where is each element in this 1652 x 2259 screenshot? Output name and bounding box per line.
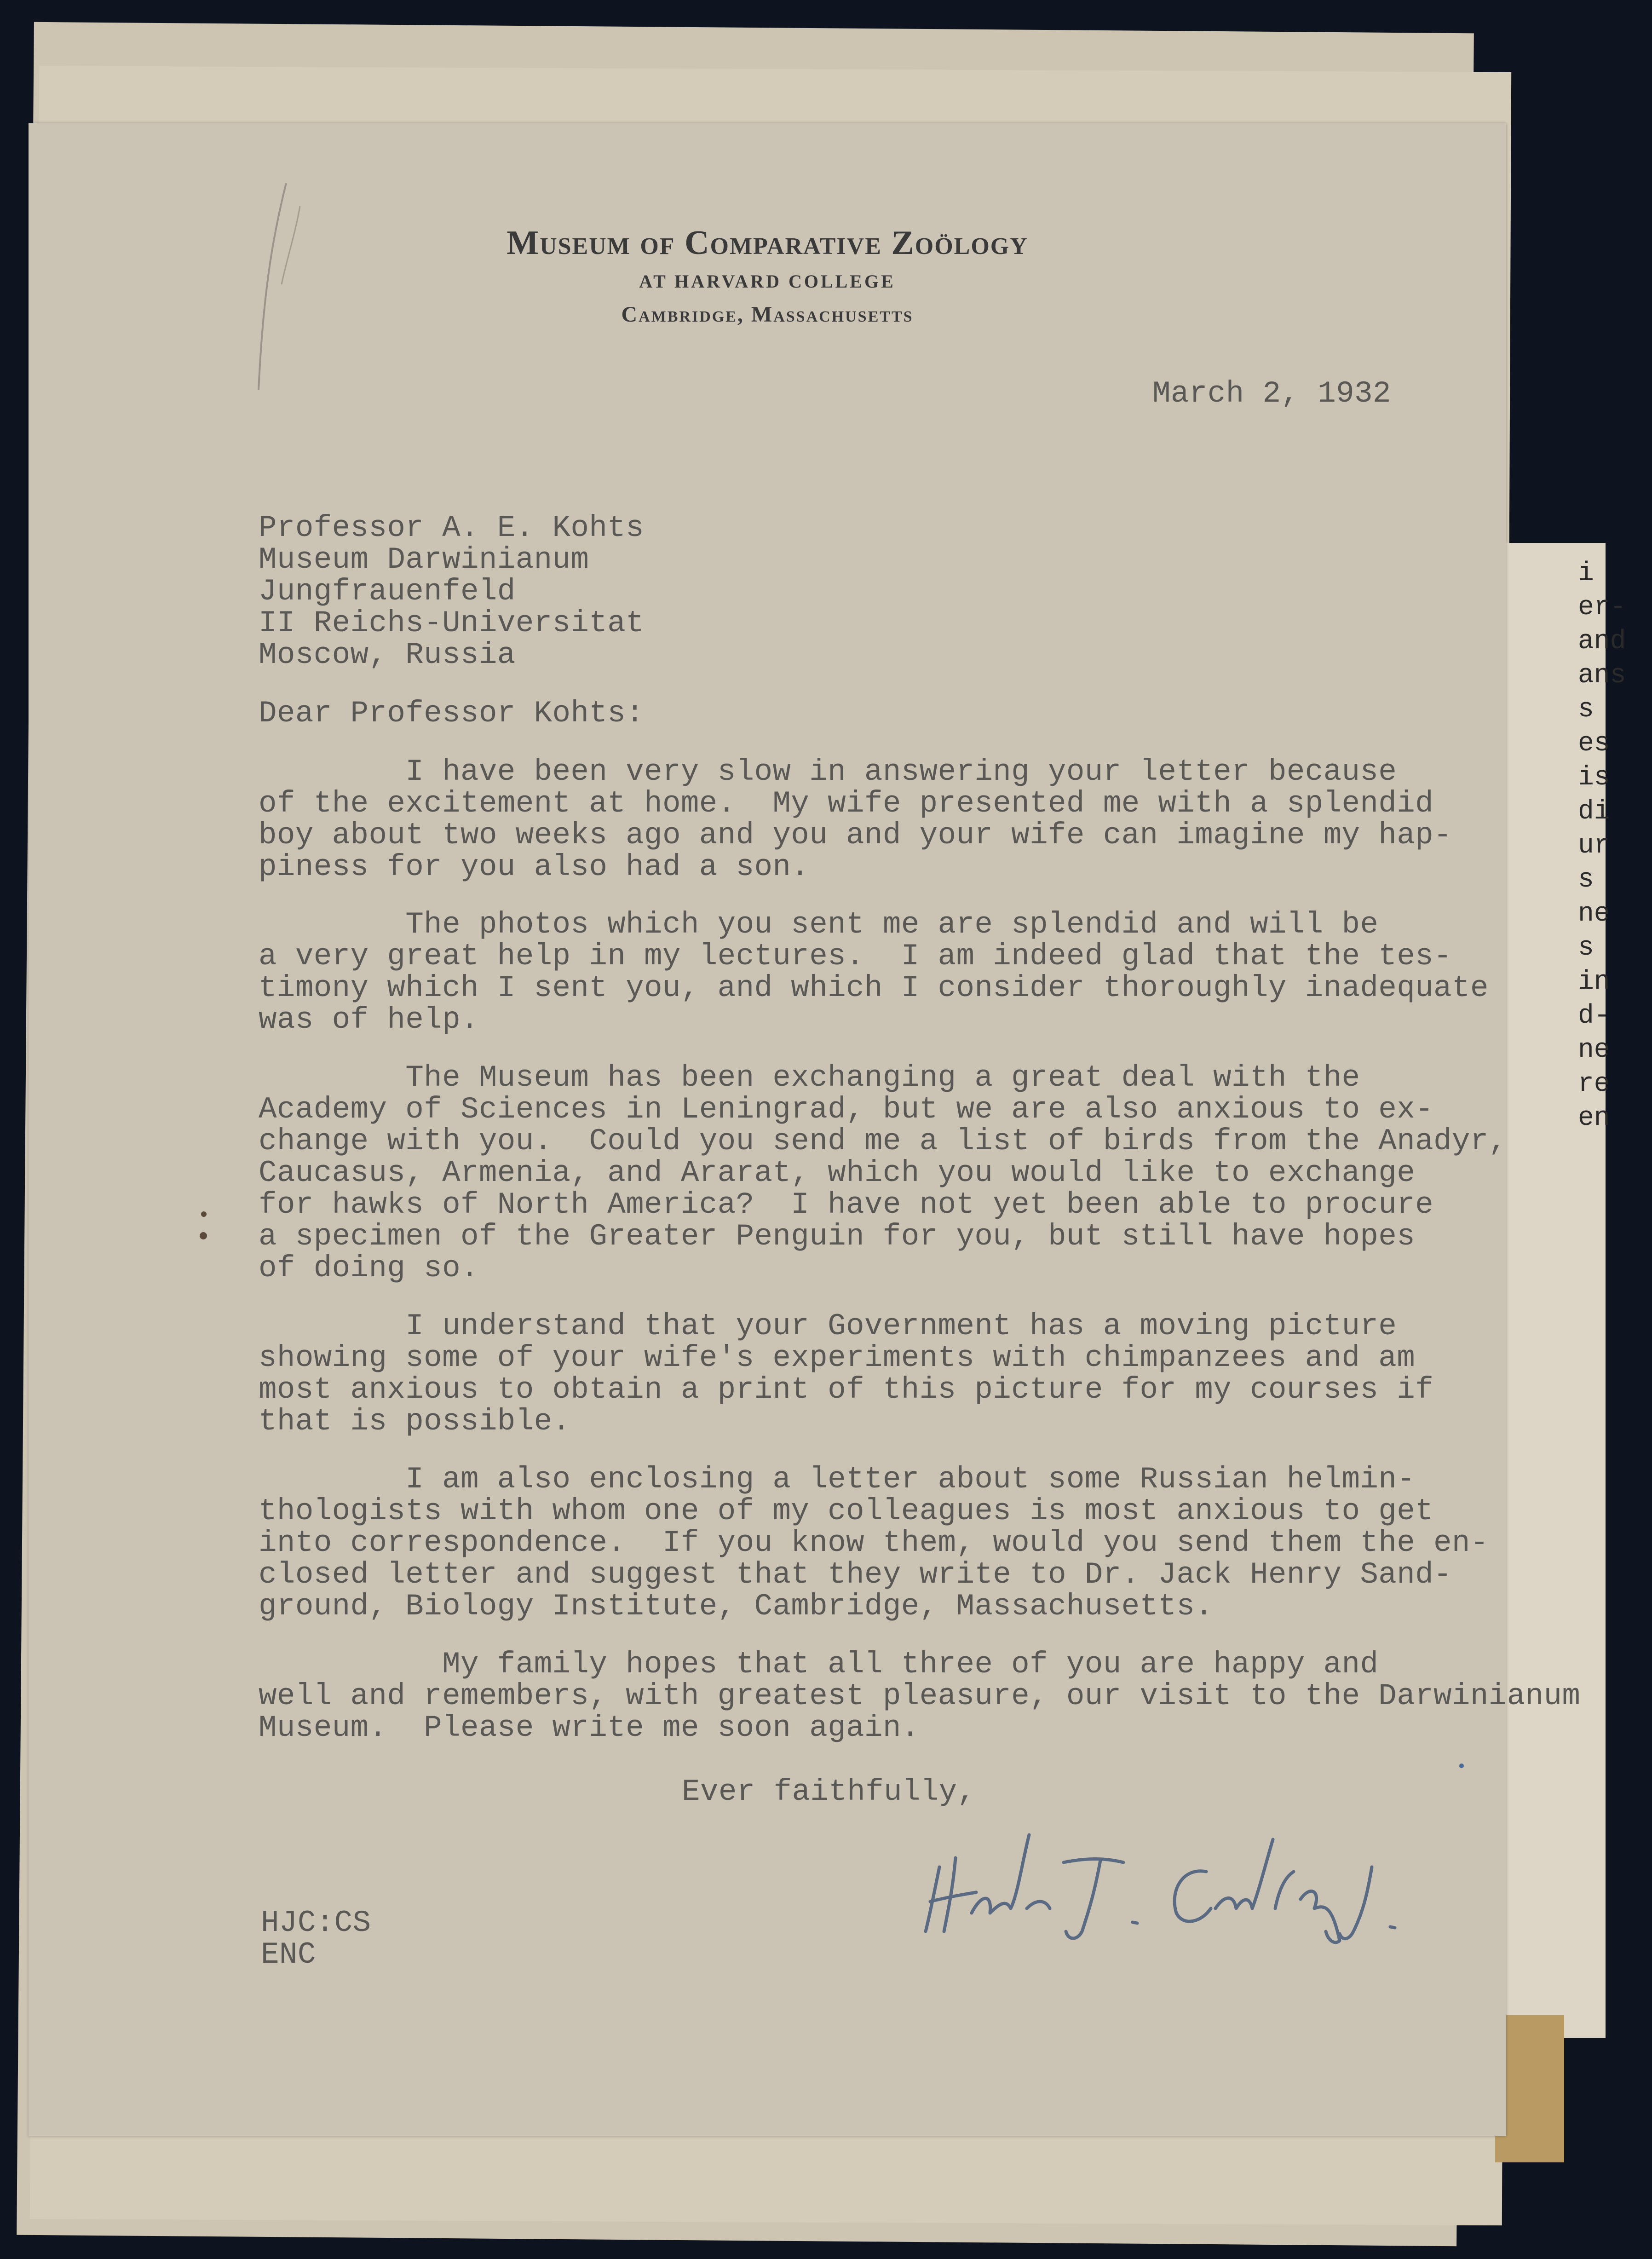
letterhead-location: Cambridge, Massachusetts — [621, 302, 914, 327]
recipient-address — [259, 512, 644, 671]
paragraph: I have been very slow in answering your letter because of the excitement at home. My wife presented me with a splendid boy about two weeks ago and you and your wife can imagine my hap- piness for you also had a son. — [259, 755, 1452, 884]
paragraph: The photos which you sent me are splendid and will be a very great help in my lectures. I am indeed glad that the tes- timony which I sent you, and which I consider thoroughly inadequate was of help. — [259, 907, 1489, 1037]
letter-date: March 2, 1932 — [1152, 376, 1391, 411]
letterhead-subtitle: AT HARVARD COLLEGE — [639, 271, 896, 292]
paragraph: The Museum has been exchanging a great deal with the Academy of Sciences in Leningrad, but we are also anxious to ex- change with you. Could you send me a list of birds from the Anadyr, Caucasus, Armenia, and Ararat, which you would like to exchange for hawks of North America? I have not yet been able to procure a specimen of the Greater Penguin for you, but still have hopes of doing so. — [259, 1060, 1507, 1285]
address-line: Jungfrauenfeld — [259, 574, 516, 609]
letterhead-title: Museum of Comparative Zoölogy — [507, 224, 1028, 262]
address-line: II Reichs-Universitat — [259, 606, 645, 640]
ink-spot — [1459, 1763, 1464, 1768]
ink-spot — [200, 1232, 207, 1239]
typist-initials: HJC:CS ENC — [261, 1906, 371, 1972]
letter-page — [29, 123, 1581, 2136]
salutation: Dear Professor Kohts: — [259, 696, 645, 731]
paragraph: I am also enclosing a letter about some Russian helmin- thologists with whom one of my colleagues is most anxious to get into correspondence. If you know them, would you send them the en- closed letter and suggest that they write to Dr. Jack Henry Sand- ground, Biology Institute, Cambridge, Massachusetts. — [259, 1462, 1489, 1624]
paragraph: My family hopes that all three of you are happy and well and remembers, with greatest pleasure, our visit to the Darwinianum Museum. Please write me soon again. — [259, 1647, 1581, 1745]
paragraph: I understand that your Government has a moving picture showing some of your wife's experiments with chimpanzees and am most anxious to obtain a print of this picture for my courses if that is possible. — [259, 1309, 1434, 1439]
address-line: Museum Darwinianum — [259, 542, 589, 577]
closing: Ever faithfully, — [682, 1775, 976, 1809]
underlying-page-edge-text: i er- and ans s es is di ur s ne s in d- ne re en — [1578, 559, 1626, 1133]
address-line: Professor A. E. Kohts — [259, 511, 645, 545]
address-line: Moscow, Russia — [259, 638, 516, 672]
handwritten-signature — [912, 1793, 1510, 1945]
ink-spot — [201, 1211, 207, 1217]
